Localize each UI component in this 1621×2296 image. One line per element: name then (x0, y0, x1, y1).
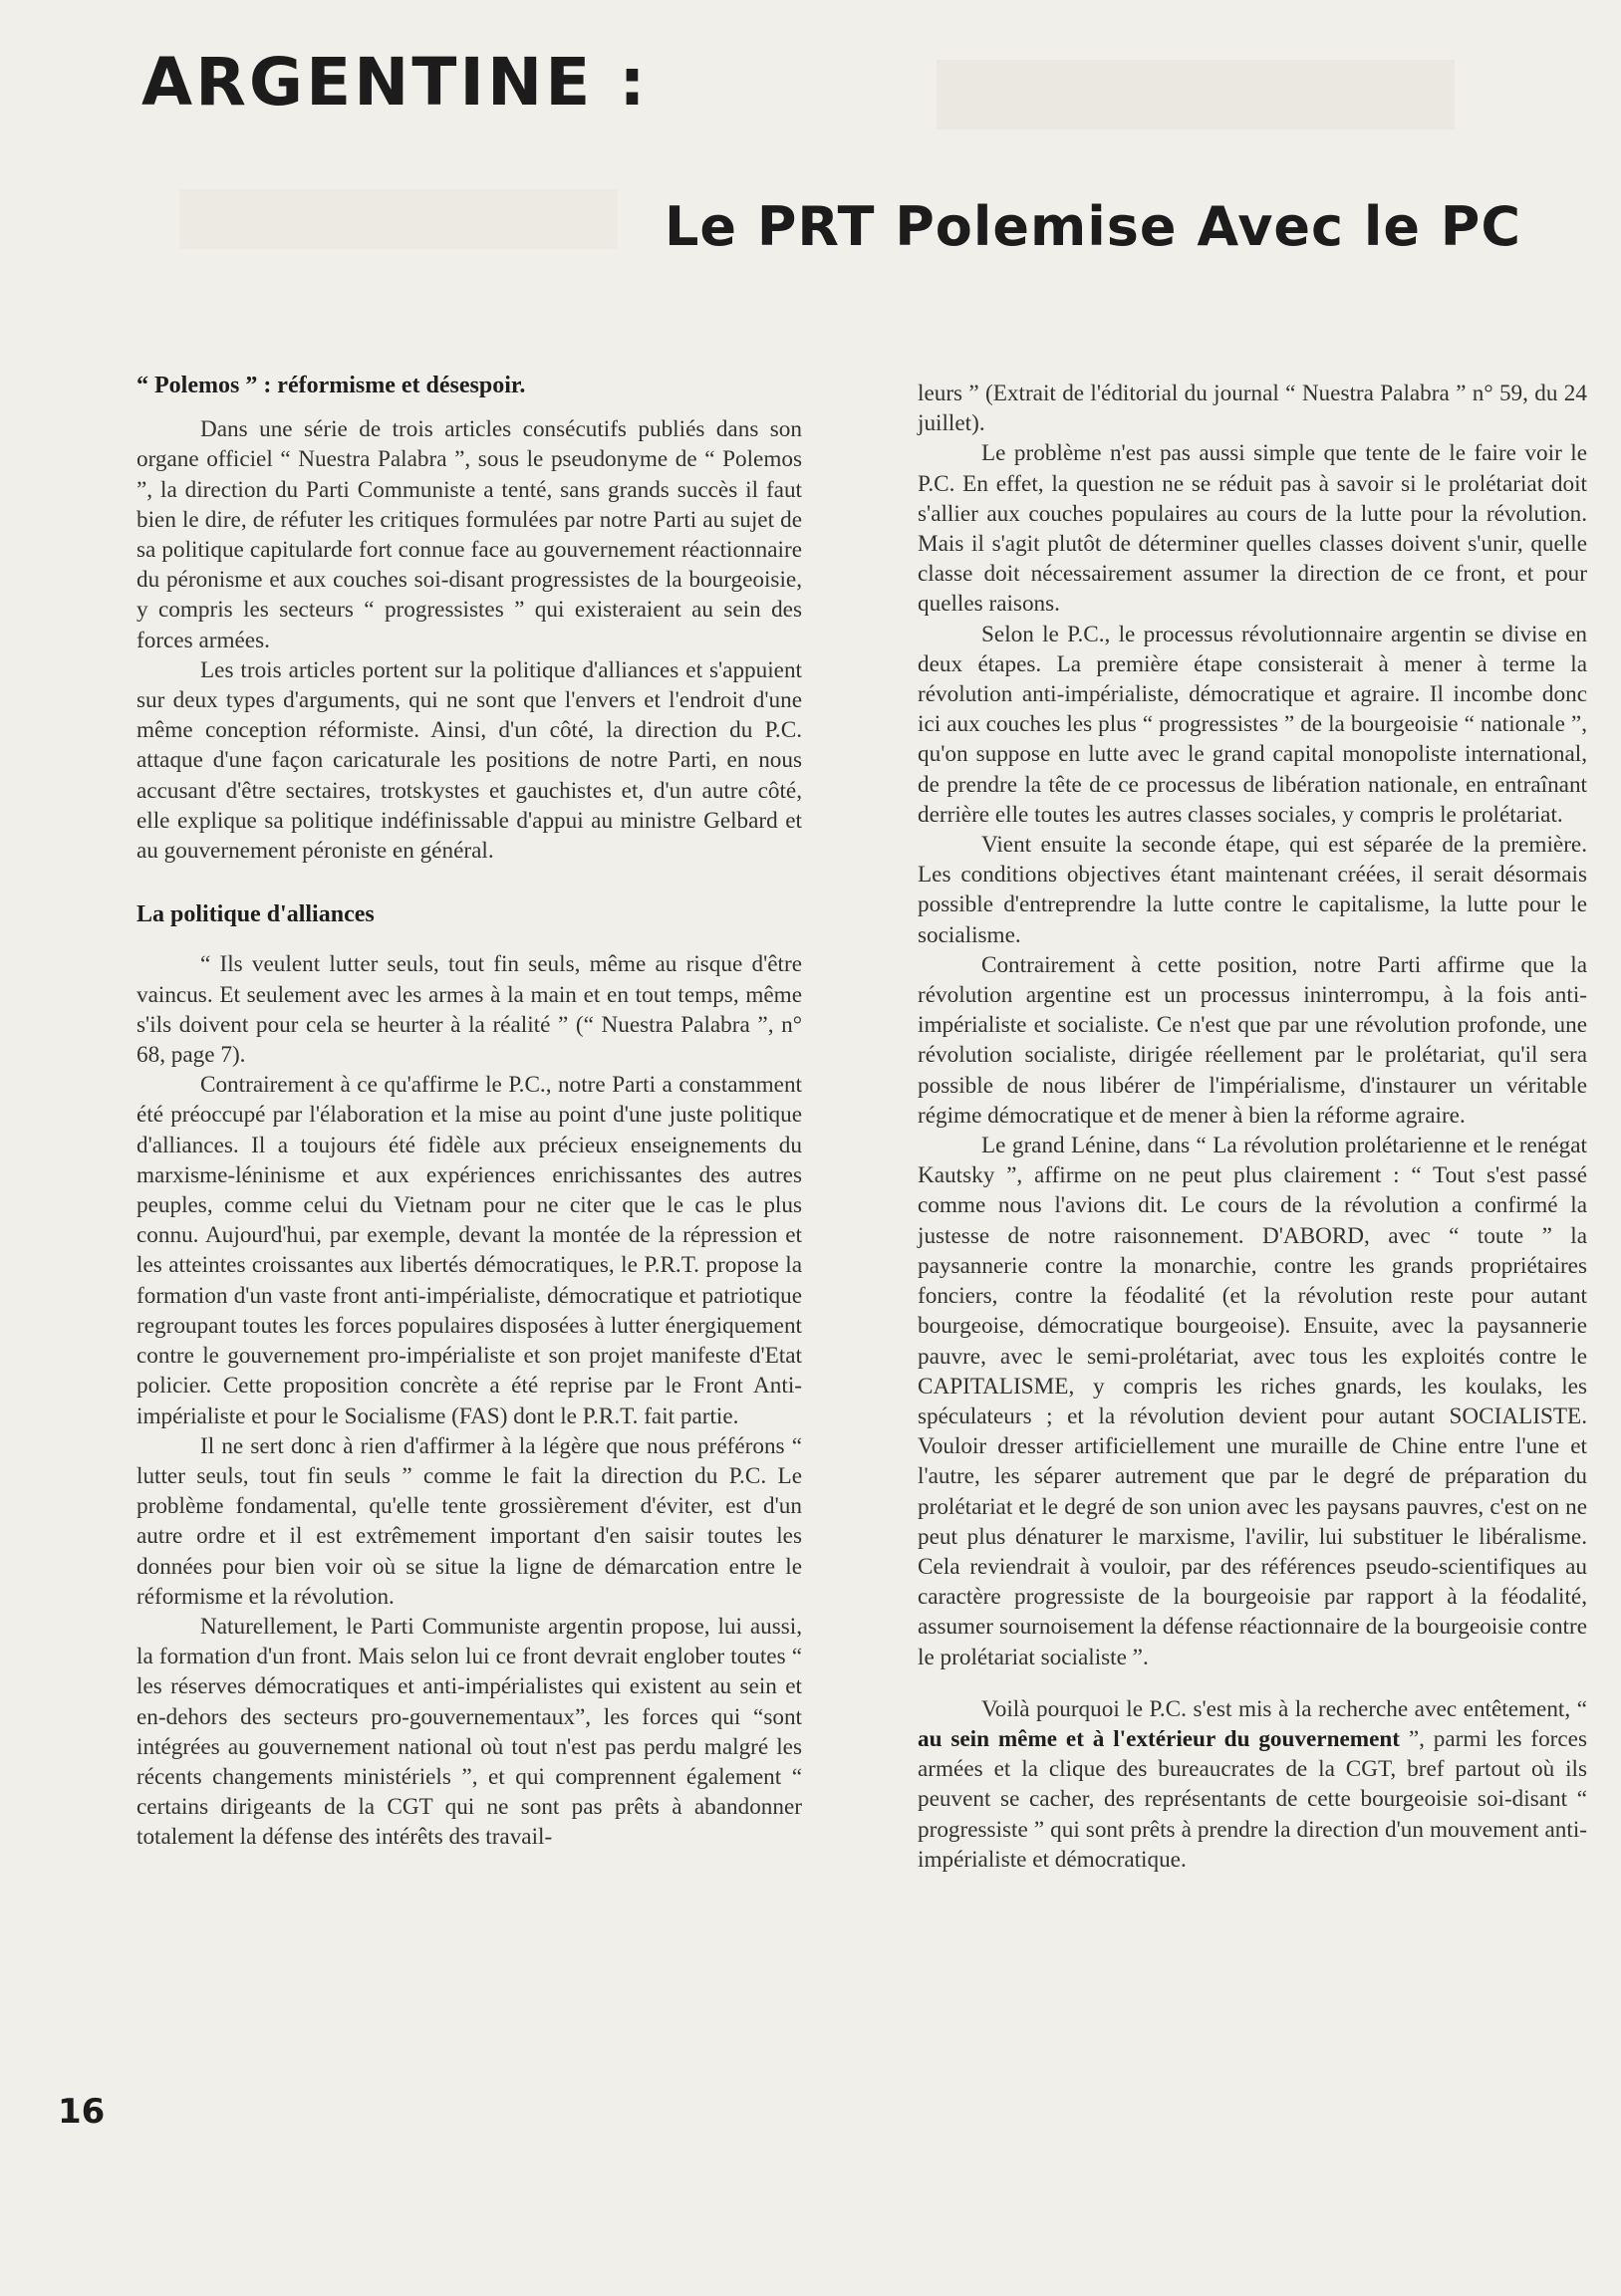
paragraph: Selon le P.C., le processus révolutionnaire argentin se divise en deux étapes. La première étape consisterait à mener à terme la révolution anti-impérialiste, démocratique et agraire. Il incombe donc ici aux couches les plus “ progressistes ” de la bourgeoisie “ nationale ”, qu'on suppose en lutte avec le grand capital monopoliste international, de prendre la tête de ce processus de libération nationale, en entraînant derrière elle toutes les autres classes sociales, y compris le prolétariat. (918, 621, 1587, 828)
emphasis-text: au sein même et à l'extérieur du gouvernement (918, 1725, 1400, 1752)
paragraph: Les trois articles portent sur la politique d'alliances et s'appuient sur deux types d'arguments, qui ne sont que l'envers et l'endroit d'une même conception réformiste. Ainsi, d'un côté, la direction du P.C. attaque d'une façon caricaturale les positions de notre Parti, en nous accusant d'être sectaires, trotskystes et gauchistes et, d'un autre côté, elle explique sa politique indéfinissable d'appui au ministre Gelbard et au gouvernement péroniste en général. (136, 656, 802, 865)
paragraph: Le problème n'est pas aussi simple que tente de le faire voir le P.C. En effet, la question ne se réduit pas à savoir si le prolétariat doit s'allier aux couches populaires au cours de la lutte pour la révolution. Mais il s'agit plutôt de déterminer quelles classes doivent s'unir, quelle classe doit nécessairement assumer la direction de ce front, et pour quelles raisons. (918, 440, 1587, 618)
section-heading-polemos: “ Polemos ” : réformisme et désespoir. (136, 373, 526, 398)
paragraph: Naturellement, le Parti Communiste argentin propose, lui aussi, la formation d'un front. Mais selon lui ce front devrait englober toutes “ les réserves démocratiques et anti-impérialistes qui existent au sein et en-dehors des secteurs pro-gouvernementaux”, les forces qui “sont intégrées au gouvernement national où tout n'est pas perdu malgré les récents changements ministériels ”, et qui comprennent également “ certains dirigeants de la CGT qui ne sont pas prêts à abandonner totalement la défense des intérêts des travail- (136, 1613, 802, 1851)
article-headline: Le PRT Polemise Avec le PC (665, 195, 1521, 258)
left-column (136, 371, 802, 1853)
spacer (918, 1672, 1587, 1694)
bleed-through-shadow (937, 60, 1455, 129)
paragraph: Contrairement à ce qu'affirme le P.C., notre Parti a constamment été préoccupé par l'élaboration et la mise au point d'une juste politique d'alliances. Il a toujours été fidèle aux précieux enseignements du marxisme-léninisme et aux expériences enrichissantes des autres peuples, comme celui du Vietnam pour ne citer que le cas le plus connu. Aujourd'hui, par exemple, devant la montée de la répression et les atteintes croissantes aux libertés démocratiques, le P.R.T. propose la formation d'un vaste front anti-impérialiste, démocratique et patriotique regroupant toutes les forces populaires disposées à lutter énergiquement contre le gouvernement pro-impérialiste et son projet manifeste d'Etat policier. Cette proposition concrète a été reprise par le Front Anti-impérialiste et pour le Socialisme (FAS) dont le P.R.T. fait partie. (136, 1072, 802, 1429)
paragraph: Il ne sert donc à rien d'affirmer à la légère que nous préférons “ lutter seuls, tout fin seuls ” comme le fait la direction du P.C. Le problème fondamental, qu'elle tente grossièrement d'éviter, est d'un autre ordre et il est extrêmement important d'en saisir toutes les données pour bien voir où se situe la ligne de démarcation entre le réformisme et la révolution. (136, 1432, 802, 1610)
paragraph-final (918, 1694, 1587, 1875)
kicker-title: ARGENTINE : (141, 44, 649, 121)
paragraph: Dans une série de trois articles consécutifs publiés dans son organe officiel “ Nuestra Palabra ”, sous le pseudonyme de “ Polemos ”, la direction du Parti Communiste a tenté, sans grands succès il faut bien le dire, de réfuter les critiques formulées par notre Parti au sujet de sa politique capitularde fort connue face au gouvernement réactionnaire du péronisme et aux couches soi-disant progressistes de la bourgeoisie, y compris les secteurs “ progressistes ” qui existeraient au sein des forces armées. (136, 416, 802, 653)
spacer (136, 400, 802, 414)
spacer (136, 866, 802, 899)
text-run: ”, parmi les forces armées et la clique des bureaucrates de la CGT, bref partout où ils peuvent se cacher, des représentants de cette bourgeoisie soi-disant “ progressiste ” qui sont prêts à prendre la direction d'un mouvement anti-impérialiste et démocratique. (918, 1725, 1587, 1873)
page-number: 16 (58, 2092, 106, 2132)
right-column (918, 379, 1587, 1875)
paragraph: Vient ensuite la seconde étape, qui est séparée de la première. Les conditions objectives étant maintenant créées, il serait désormais possible d'entreprendre la lutte contre le capitalisme, la lutte pour le socialisme. (918, 832, 1587, 948)
bleed-through-shadow-2 (179, 189, 618, 249)
paragraph: leurs ” (Extrait de l'éditorial du journal “ Nuestra Palabra ” n° 59, du 24 juillet). (918, 381, 1587, 437)
text-run: Voilà pourquoi le P.C. s'est mis à la recherche avec entêtement, “ (981, 1695, 1587, 1722)
section-heading-alliances: La politique d'alliances (136, 901, 375, 928)
paragraph: “ Ils veulent lutter seuls, tout fin seuls, même au risque d'être vaincus. Et seulement avec les armes à la main et en tout temps, même s'ils doivent pour cela se heurter à la réalité ” (“ Nuestra Palabra ”, n° 68, page 7). (136, 951, 802, 1069)
paragraph: Le grand Lénine, dans “ La révolution prolétarienne et le renégat Kautsky ”, affirme on ne peut plus clairement : “ Tout s'est passé comme nous l'avions dit. Le cours de la révolution a confirmé la justesse de notre raisonnement. D'ABORD, avec “ toute ” la paysannerie contre la monarchie, contre les grands propriétaires fonciers, contre la féodalité (et la révolution reste pour autant bourgeoise, démocratique bourgeoise). Ensuite, avec la paysannerie pauvre, avec le semi-prolétariat, avec tous les exploités contre le CAPITALISME, y compris les riches gnards, les koulaks, les spéculateurs ; et la révolution devient pour autant SOCIALISTE. Vouloir dresser artificiellement une muraille de Chine entre l'une et l'autre, les séparer autrement que par le degré de préparation du prolétariat et le degré de son union avec les paysans pauvres, c'est on ne peut plus dénaturer le marxisme, l'avilir, lui substituer le libéralisme. Cela reviendrait à vouloir, par des références pseudo-scientifiques au caractère progressiste de la bourgeoisie par rapport à la féodalité, assumer sournoisement la défense réactionnaire de la bourgeoisie contre le prolétariat socialiste ”. (918, 1133, 1587, 1670)
spacer (136, 929, 802, 949)
paragraph: Contrairement à cette position, notre Parti affirme que la révolution argentine est un processus ininterrompu, à la fois anti-impérialiste et socialiste. Ce n'est que par une révolution profonde, une révolution socialiste, dirigée réellement par le prolétariat, qu'il sera possible de nous libérer de l'impérialisme, d'instaurer un véritable régime démocratique et de mener à bien la réforme agraire. (918, 951, 1587, 1129)
